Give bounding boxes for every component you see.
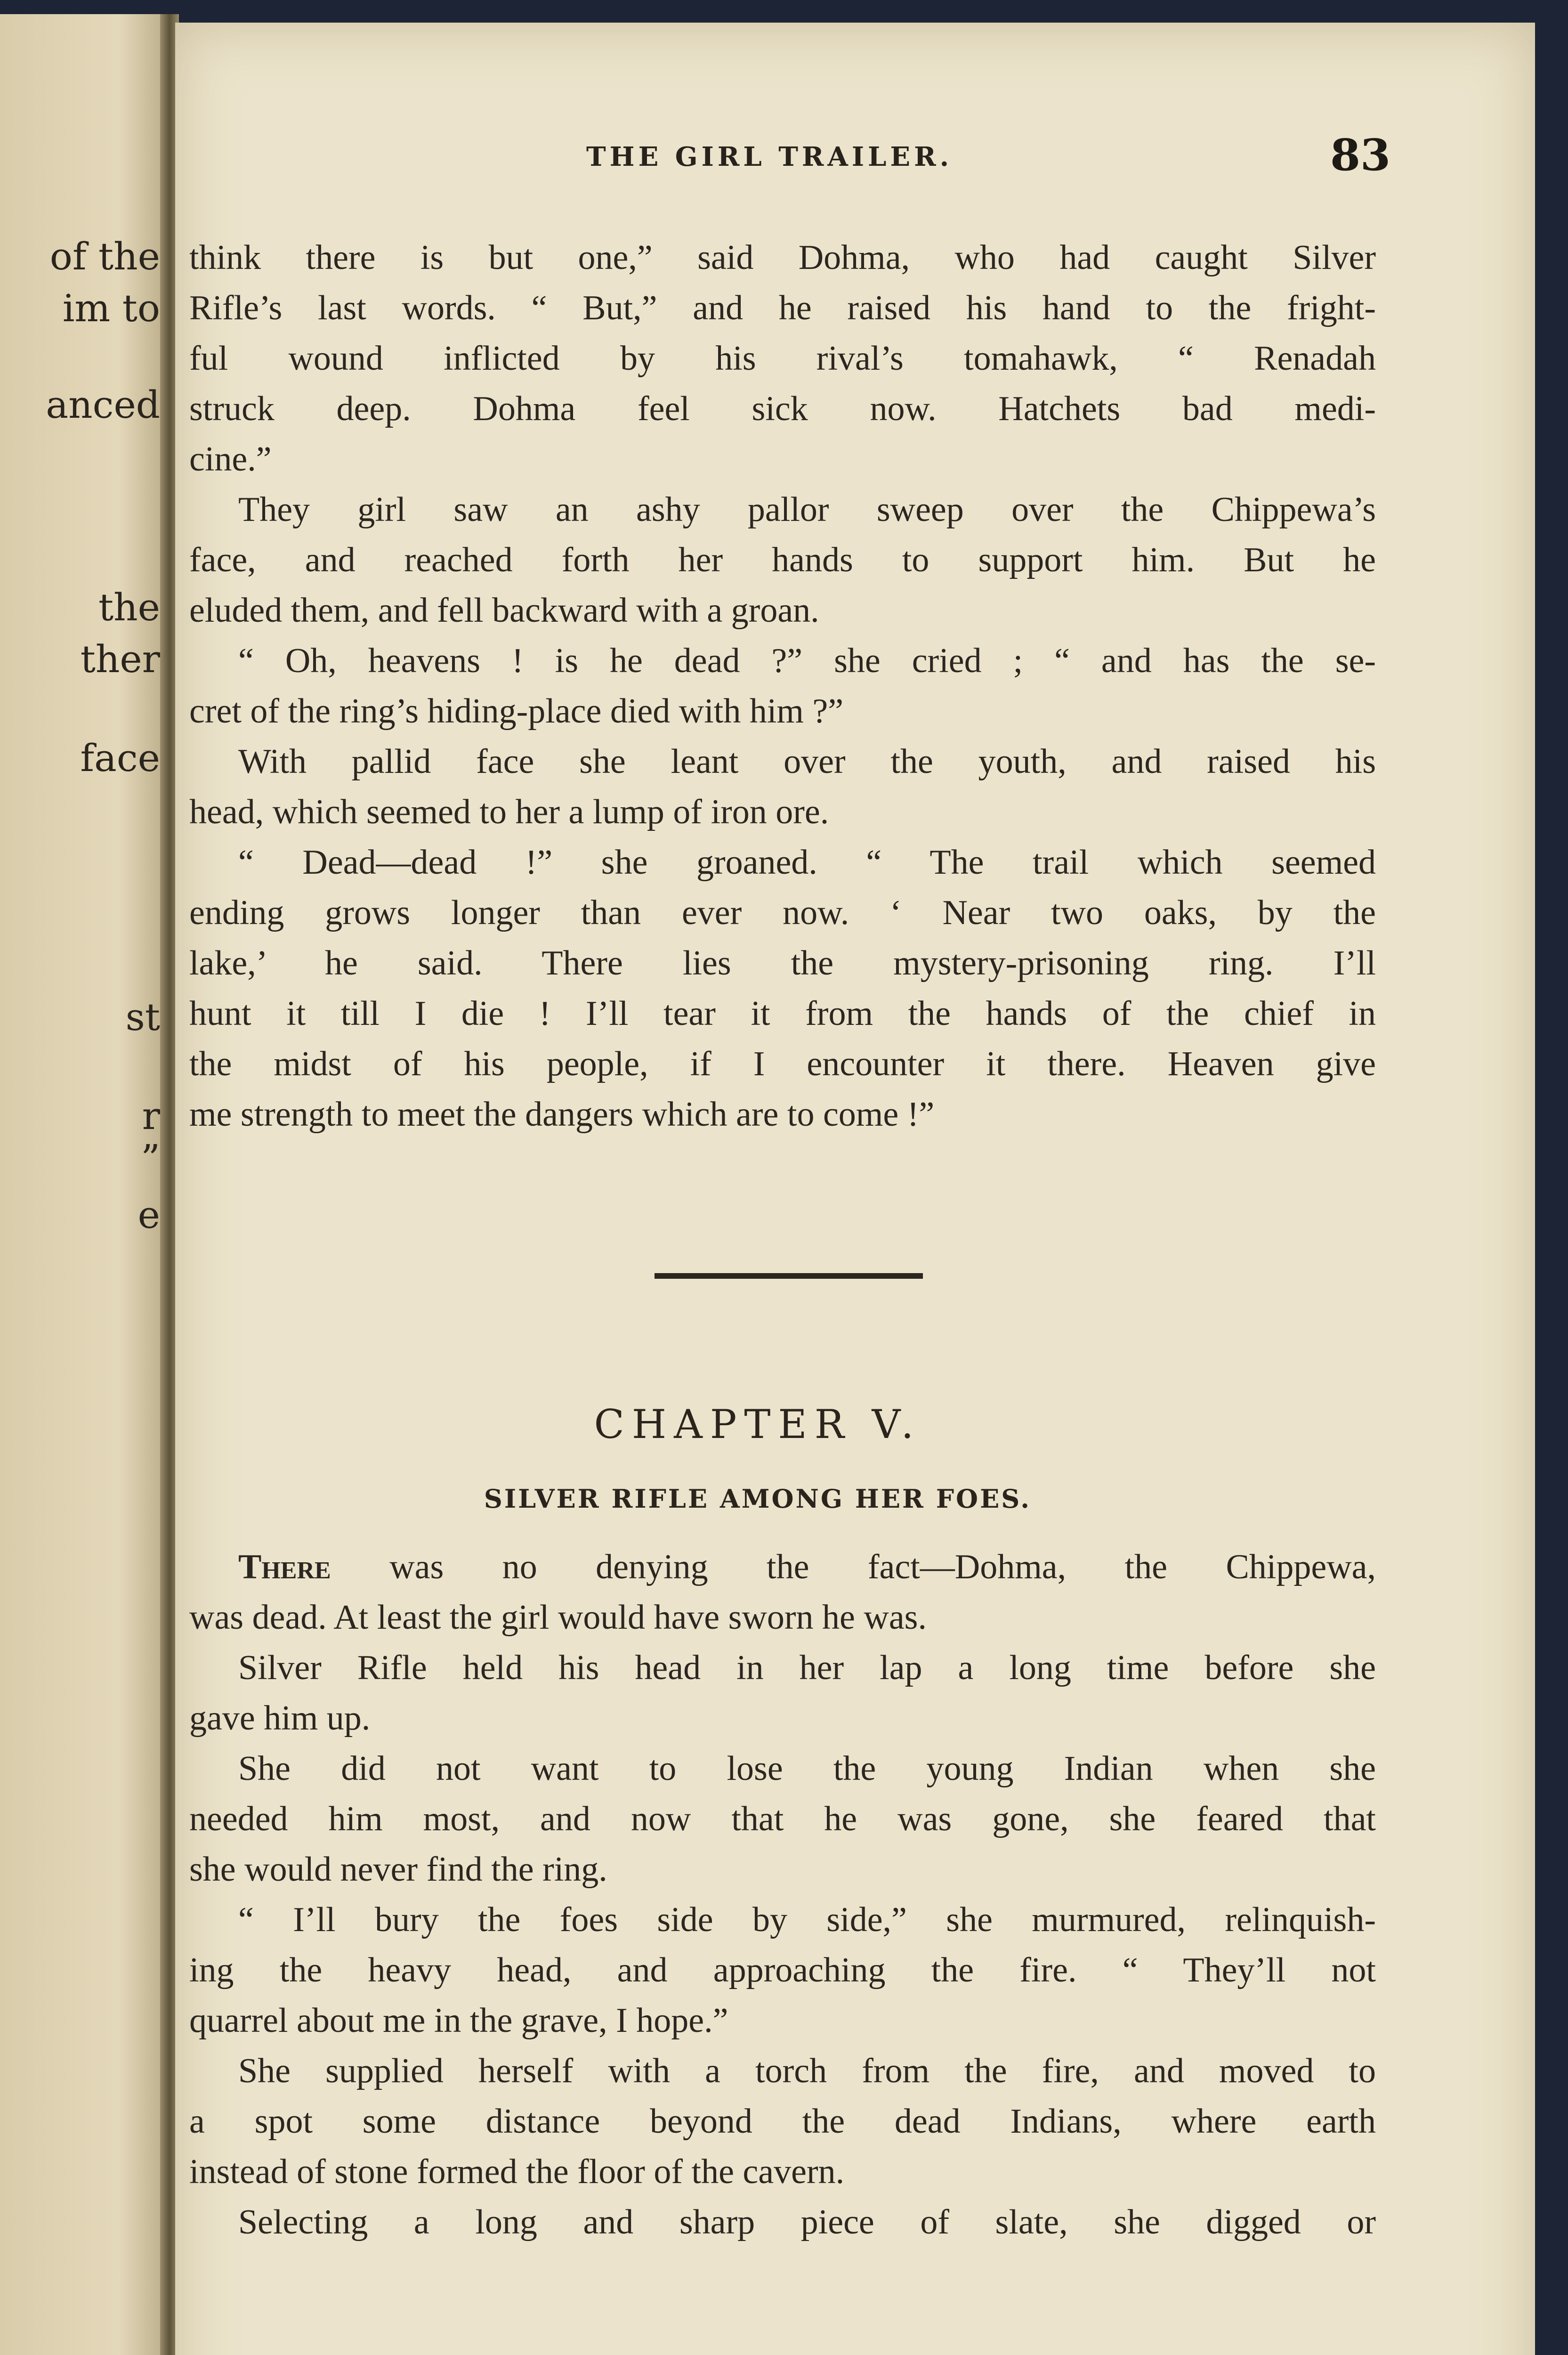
left-page-fragment: of the [49, 238, 160, 276]
left-page [0, 14, 170, 2355]
text-line: instead of stone formed the floor of the cavern. [189, 2152, 845, 2191]
text-line: She supplied herself with a torch from the fire, and moved to [238, 2052, 1376, 2090]
text-line: “ I’ll bury the foes side by side,” she murmured, relinquish- [238, 1900, 1376, 1939]
text-line: me strength to meet the dangers which are to come !” [189, 1095, 935, 1134]
page-number: 83 [1330, 130, 1391, 180]
text-line: She did not want to lose the young Indian when she [238, 1749, 1376, 1788]
text-line: lake,’ he said. There lies the mystery-prisoning ring. I’ll [189, 944, 1376, 983]
text-line: ending grows longer than ever now. ‘ Near two oaks, by the [189, 893, 1376, 932]
text-line: Silver Rifle held his head in her lap a long time before she [238, 1648, 1376, 1687]
text-line: Rifle’s last words. “ But,” and he raised his hand to the fright- [189, 289, 1376, 327]
text-line: a spot some distance beyond the dead Indians, where earth [189, 2102, 1376, 2141]
text-line: “ Dead—dead !” she groaned. “ The trail which seemed [238, 843, 1376, 882]
text-line: ing the heavy head, and approaching the fire. “ They’ll not [189, 1951, 1376, 1990]
text-line: cine.” [189, 440, 272, 479]
text-line: eluded them, and fell backward with a groan. [189, 591, 819, 630]
left-page-fragment: im to [62, 290, 160, 327]
text-line: They girl saw an ashy pallor sweep over the Chippewa’s [238, 490, 1376, 529]
left-page-fragment: e [137, 1196, 160, 1234]
text-line: “ Oh, heavens ! is he dead ?” she cried ; “ and has the se- [238, 642, 1376, 680]
text-line: cret of the ring’s hiding-place died with him ?” [189, 692, 844, 731]
section-divider-rule [655, 1273, 923, 1279]
text-line: needed him most, and now that he was gone, she feared that [189, 1800, 1376, 1838]
text-line: think there is but one,” said Dohma, who had caught Silver [189, 238, 1376, 277]
running-head: THE GIRL TRAILER. [586, 141, 953, 172]
chapter-first-word: There [238, 1548, 331, 1586]
left-page-fragment: the [98, 589, 160, 626]
chapter-title: CHAPTER V. [594, 1401, 921, 1447]
text-line: the midst of his people, if I encounter it there. Heaven give [189, 1045, 1376, 1083]
text-line: gave him up. [189, 1699, 371, 1738]
left-page-fragment: anced [46, 386, 160, 424]
left-page-fragment: ther [80, 641, 160, 678]
text-line: With pallid face she leant over the youth, and raised his [238, 742, 1376, 781]
left-page-fragment: r [142, 1097, 160, 1135]
left-page-fragment: st [125, 999, 160, 1036]
text-line: was dead. At least the girl would have sworn he was. [189, 1598, 927, 1637]
text-line-rest: was no denying the fact—Dohma, the Chippewa, [331, 1548, 1376, 1586]
text-line: Selecting a long and sharp piece of slate, she digged or [238, 2203, 1376, 2241]
text-line [189, 1550, 1376, 1584]
text-line: head, which seemed to her a lump of iron ore. [189, 793, 829, 831]
text-line: she would never find the ring. [189, 1850, 607, 1889]
text-line: ful wound inflicted by his rival’s tomahawk, “ Renadah [189, 339, 1376, 378]
left-page-fragment: ” [141, 1140, 160, 1178]
text-line: hunt it till I die ! I’ll tear it from the hands of the chief in [189, 994, 1376, 1033]
left-page-fragment: face [80, 739, 160, 777]
chapter-subtitle: SILVER RIFLE AMONG HER FOES. [484, 1484, 1032, 1514]
text-line: quarrel about me in the grave, I hope.” [189, 2001, 728, 2040]
text-line: struck deep. Dohma feel sick now. Hatchets bad medi- [189, 390, 1376, 428]
text-line: face, and reached forth her hands to support him. But he [189, 541, 1376, 579]
